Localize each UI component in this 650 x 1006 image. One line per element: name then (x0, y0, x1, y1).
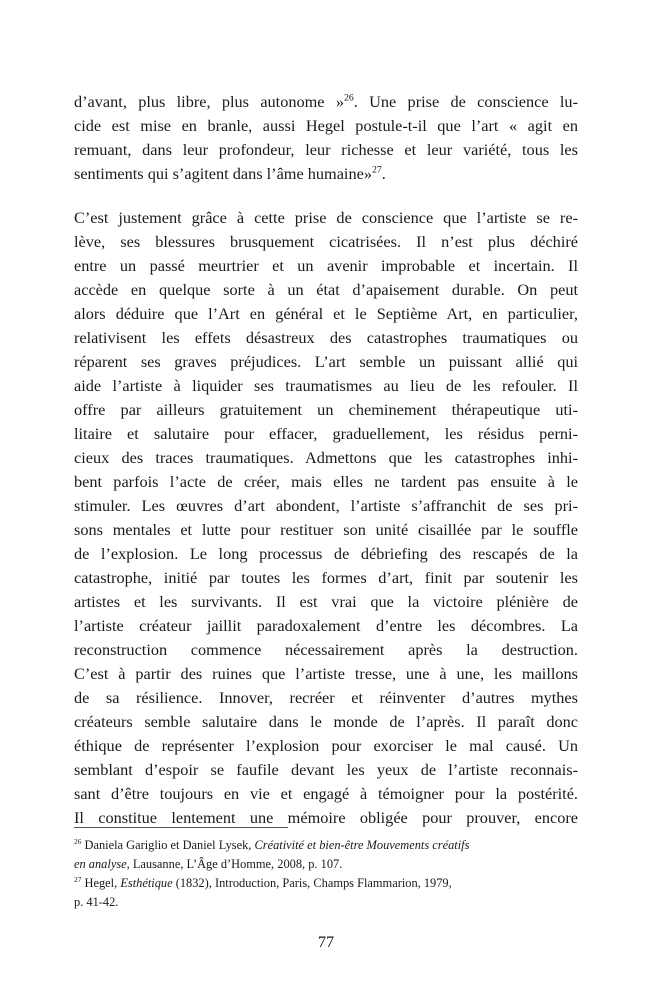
text-line: entre un passé meurtrier et un avenir improbable et incertain. Il (74, 256, 578, 275)
text-line: d’avant, plus libre, plus autonome »$^{26}$. Une prise de conscience lu- (74, 92, 578, 111)
text-line: Il constitue lentement une mémoire obligée pour prouver, encore (74, 808, 578, 827)
footnote-ref-26[interactable]: 26 (343, 92, 354, 104)
text-line: litaire et salutaire pour effacer, graduellement, les résidus perni- (74, 424, 578, 443)
text-line: C’est à partir des ruines que l’artiste tresse, une à une, les maillons (74, 664, 578, 683)
paragraph-2 (74, 206, 578, 830)
paragraph-1 (74, 90, 578, 186)
text-line: sons mentales et lutte pour restituer son unité cisaillée par le souffle (74, 520, 578, 539)
text-line: cide est mise en branle, aussi Hegel postule-t-il que l’art « agit en (74, 116, 578, 135)
text-line: remuant, dans leur profondeur, leur richesse et leur variété, tous les (74, 140, 578, 159)
footnote-ref-27[interactable]: 27 (371, 164, 382, 176)
page-number: 77 (317, 932, 335, 951)
text-line: éthique de représenter l’explosion pour exorciser le mal causé. Un (74, 736, 578, 755)
footnote-26-cont: en analyse, Lausanne, L’Âge d’Homme, 2008, p. 107. (74, 857, 343, 871)
text-line: stimuler. Les œuvres d’art abondent, l’artiste s’affranchit de ses pri- (74, 496, 578, 515)
text-line: de sa résilience. Innover, recréer et réinventer d’autres mythes (74, 688, 578, 707)
footnote-divider (74, 827, 288, 828)
text-line: créateurs semble salutaire dans le monde de l’après. Il paraît donc (74, 712, 578, 731)
text-line: C’est justement grâce à cette prise de conscience que l’artiste se re- (74, 208, 578, 227)
text-line: artistes et les survivants. Il est vrai que la victoire plénière de (74, 592, 578, 611)
text-line: catastrophe, initié par toutes les formes d’art, finit par soutenir les (74, 568, 578, 587)
text-line: alors déduire que l’Art en général et le Septième Art, en particulier, (74, 304, 578, 323)
text-line: semblant d’espoir se faufile devant les yeux de l’artiste reconnais- (74, 760, 578, 779)
footnote-27: $^{27}$ Hegel, Esthétique (1832), Introduction, Paris, Champs Flammarion, 1979, (74, 874, 452, 890)
text-line: de l’explosion. Le long processus de débriefing des rescapés de la (74, 544, 578, 563)
text-line: réparent ses graves préjudices. L’art semble un puissant allié qui (74, 352, 578, 371)
text-line: offre par ailleurs gratuitement un cheminement thérapeutique uti- (74, 400, 578, 419)
footnotes (74, 836, 578, 912)
footnote-27-cont: p. 41-42. (74, 895, 119, 909)
text-line: bent parfois l’acte de créer, mais elles ne tardent pas ensuite à le (74, 472, 578, 491)
text-line: cieux des traces traumatiques. Admettons que les catastrophes inhi- (74, 448, 578, 467)
footnote-26: $^{26}$ Daniela Gariglio et Daniel Lysek, Créativité et bien-être Mouvements créatifs (74, 836, 470, 852)
text-line: lève, ses blessures brusquement cicatrisées. Il n’est plus déchiré (74, 232, 578, 251)
text-line: sant d’être toujours en vie et engagé à témoigner pour la postérité. (74, 784, 578, 803)
text-line: reconstruction commence nécessairement après la destruction. (74, 640, 578, 659)
text-line: accède en quelque sorte à un état d’apaisement durable. On peut (74, 280, 578, 299)
text-line: l’artiste créateur jaillit paradoxalement d’entre les décombres. La (74, 616, 578, 635)
text-line: sentiments qui s’agitent dans l’âme humaine»$^{27}$. (74, 164, 386, 183)
text-line: relativisent les effets désastreux des catastrophes traumatiques ou (74, 328, 578, 347)
text-line: aide l’artiste à liquider ses traumatismes au lieu de les refouler. Il (74, 376, 578, 395)
